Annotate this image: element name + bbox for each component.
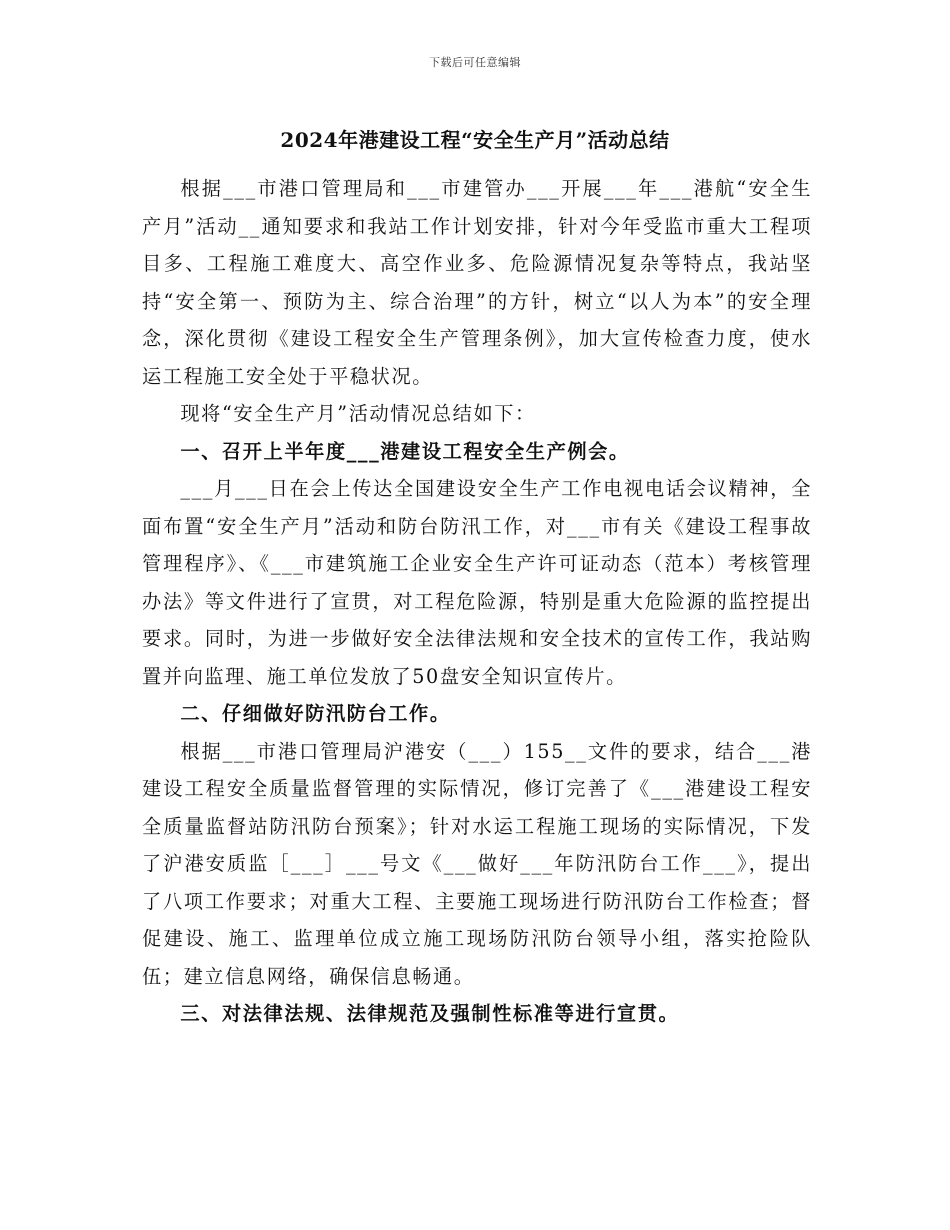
section-heading-1: 一、召开上半年度___港建设工程安全生产例会。 — [180, 439, 630, 463]
paragraph-summary-lead: 现将“安全生产月”活动情况总结如下： — [180, 402, 536, 425]
paragraph-intro: 根据___市港口管理局和___市建管办___开展___年___港航“安全生产月”活动__通知要求和我站工作计划安排，针对今年受监市重大工程项目多、工程施工难度大、高空作业多、危险源情况复杂等特点，我站坚持“安全第一、预防为主、综合治理”的方针，树立“以人为本”的安全理念，深化贯彻《建设工程安全生产管理条例》，加大宣传检查力度，使水运工程施工安全处于平稳状况。 — [142, 177, 812, 388]
document-title: 2024年港建设工程“安全生产月”活动总结 — [280, 128, 670, 152]
paragraph-section-2: 根据___市港口管理局沪港安（___）155__文件的要求，结合___港建设工程安全质量监督管理的实际情况，修订完善了《___港建设工程安全质量监督站防汛防台预案》；针对水运工程施工现场的实际情况，下发了沪港安质监［___］___号文《___做好___年防汛防台工作___》，提出了八项工作要求；对重大工程、主要施工现场进行防汛防台工作检查；督促建设、施工、监理单位成立施工现场防汛防台领导小组，落实抢险队伍；建立信息网络，确保信息畅通。 — [142, 739, 812, 988]
section-heading-3: 三、对法律法规、法律规范及强制性标准等进行宣贯。 — [180, 1002, 680, 1025]
document-body — [142, 170, 812, 1033]
section-heading-2: 二、仔细做好防汛防台工作。 — [180, 702, 451, 725]
header-note: 下载后可任意编辑 — [429, 56, 521, 69]
paragraph-section-1: ___月___日在会上传达全国建设安全生产工作电视电话会议精神，全面布置“安全生产月”活动和防台防汛工作，对___市有关《建设工程事故管理程序》、《___市建筑施工企业安全生产许可证动态（范本）考核管理办法》等文件进行了宣贯，对工程危险源，特别是重大危险源的监控提出要求。同时，为进一步做好安全法律法规和安全技术的宣传工作，我站购置并向监理、施工单位发放了50盘安全知识宣传片。 — [142, 477, 812, 688]
